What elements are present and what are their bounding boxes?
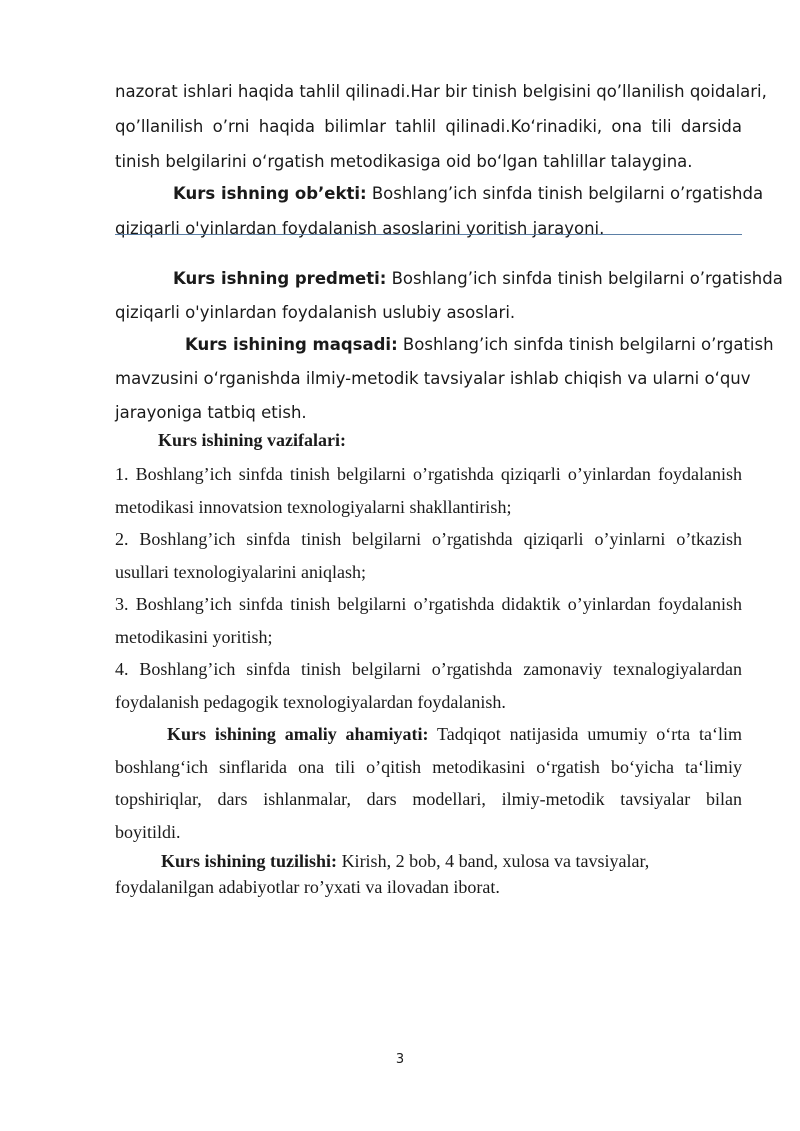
predmet-label: Kurs ishning predmeti: bbox=[173, 269, 387, 288]
amaliy-paragraph bbox=[115, 718, 742, 848]
predmet-text: Boshlang’ich sinfda tinish belgilarni o’rgatishda bbox=[386, 269, 783, 288]
vazifa-2-line-2: usullari texnologiyalarini aniqlash; bbox=[115, 561, 366, 582]
amaliy-line-2: boshlang‘ich sinflarida ona tili o’qitish metodikasini o‘rgatish bo‘yicha ta‘limiy bbox=[115, 756, 742, 777]
amaliy-line-4: boyitildi. bbox=[115, 821, 181, 842]
vazifa-2-line-1: 2. Boshlang’ich sinfda tinish belgilarni o’rgatishda qiziqarli o’yinlarni o’tkazish bbox=[115, 529, 742, 549]
vazifalar-heading bbox=[115, 427, 742, 453]
page-number: 3 bbox=[395, 1052, 405, 1067]
maqsad-text: Boshlang’ich sinfda tinish belgilarni o’rgatish bbox=[397, 335, 774, 354]
obekt-text: Boshlang’ich sinfda tinish belgilarni o’rgatishda bbox=[366, 184, 764, 203]
predmet-line-1 bbox=[115, 262, 783, 296]
amaliy-line-1 bbox=[115, 718, 742, 751]
maqsad-paragraph bbox=[115, 328, 774, 430]
predmet-paragraph bbox=[115, 262, 783, 330]
obekt-line-2: qiziqarli o'yinlardan foydalanish asoslarini yoritish jarayoni. bbox=[115, 219, 605, 238]
vazifa-1-line-1: 1. Boshlang’ich sinfda tinish belgilarni o’rgatishda qiziqarli o’yinlardan foydalanish bbox=[115, 464, 742, 484]
vazifa-3-line-1: 3. Boshlang’ich sinfda tinish belgilarni o’rgatishda didaktik o’yinlardan foydalanish bbox=[115, 594, 742, 614]
amaliy-line-3: topshiriqlar, dars ishlanmalar, dars modellari, ilmiy-metodik tavsiyalar bilan bbox=[115, 789, 742, 809]
tuzilishi-line-1 bbox=[115, 848, 742, 874]
intro-line-2: qo’llanilish o’rni haqida bilimlar tahlil qilinadi.Ko‘rinadiki, ona tili darsida bbox=[115, 117, 742, 136]
amaliy-label: Kurs ishining amaliy ahamiyati: bbox=[167, 724, 429, 744]
tuzilishi-paragraph bbox=[115, 848, 742, 900]
maqsad-line-1 bbox=[115, 328, 774, 362]
vazifalar-heading-text: Kurs ishining vazifalari: bbox=[158, 430, 347, 450]
obekt-paragraph bbox=[115, 176, 764, 246]
vazifalar-list bbox=[115, 458, 742, 718]
vazifa-4-line-2: foydalanish pedagogik texnologiyalardan foydalanish. bbox=[115, 691, 506, 712]
predmet-line-2: qiziqarli o'yinlardan foydalanish uslubiy asoslari. bbox=[115, 303, 516, 322]
vazifa-3-line-2: metodikasini yoritish; bbox=[115, 626, 273, 647]
maqsad-line-2: mavzusini o‘rganishda ilmiy-metodik tavsiyalar ishlab chiqish va ularni o‘quv bbox=[115, 369, 751, 388]
tuzilishi-text: Kirish, 2 bob, 4 band, xulosa va tavsiyalar, bbox=[337, 851, 650, 871]
tuzilishi-line-2: foydalanilgan adabiyotlar ro’yxati va ilovadan iborat. bbox=[115, 877, 500, 897]
tuzilishi-label: Kurs ishining tuzilishi: bbox=[161, 851, 338, 871]
obekt-line-1 bbox=[115, 176, 764, 211]
obekt-label: Kurs ishning ob’ekti: bbox=[173, 184, 367, 203]
horizontal-divider bbox=[115, 234, 742, 235]
intro-paragraph bbox=[115, 74, 767, 179]
maqsad-line-3: jarayoniga tatbiq etish. bbox=[115, 403, 307, 422]
vazifa-4-line-1: 4. Boshlang’ich sinfda tinish belgilarni o’rgatishda zamonaviy texnalogiyalardan bbox=[115, 659, 742, 679]
intro-line-1: nazorat ishlari haqida tahlil qilinadi.Har bir tinish belgisini qo’llanilish qoidalari, bbox=[115, 82, 767, 101]
maqsad-label: Kurs ishining maqsadi: bbox=[185, 335, 398, 354]
amaliy-text: Tadqiqot natijasida umumiy o‘rta ta‘lim bbox=[428, 724, 742, 744]
vazifa-1-line-2: metodikasi innovatsion texnologiyalarni shakllantirish; bbox=[115, 496, 512, 517]
intro-line-3: tinish belgilarini o‘rgatish metodikasiga oid bo‘lgan tahlillar talaygina. bbox=[115, 152, 693, 171]
